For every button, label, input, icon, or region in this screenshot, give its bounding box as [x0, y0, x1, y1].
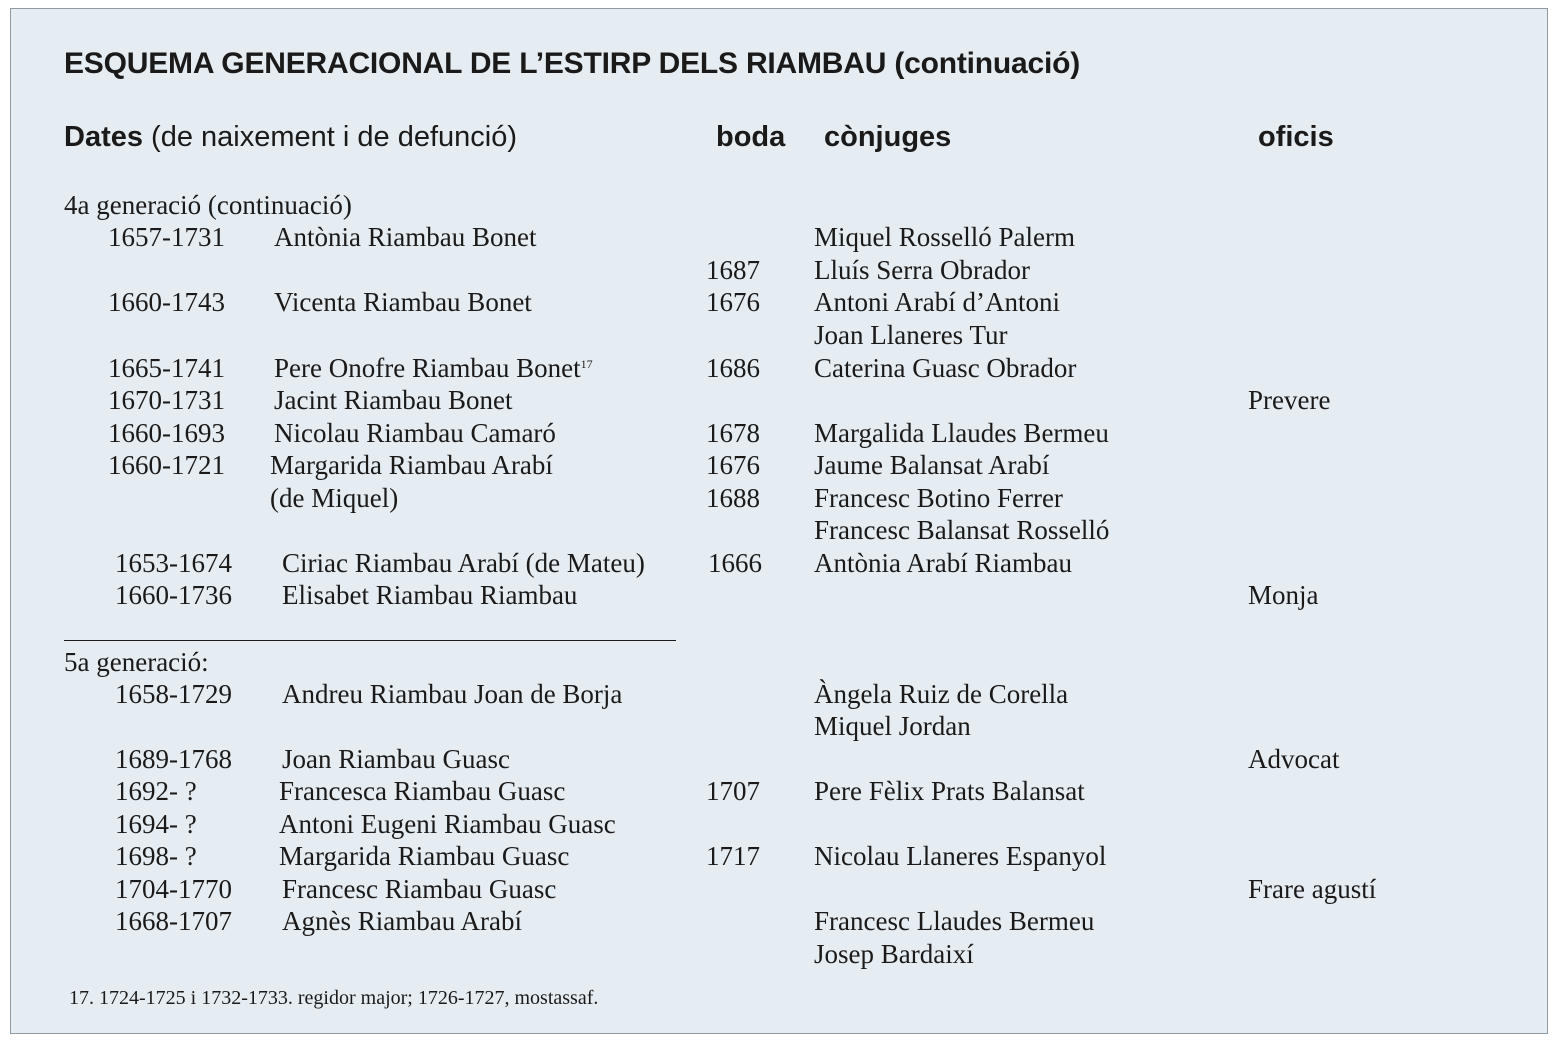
row-spouse: Miquel Rosselló Palerm [814, 222, 1075, 252]
row-name: Agnès Riambau Arabí [282, 906, 522, 936]
row-dates: 1698- ? [115, 841, 197, 871]
row-boda: 1717 [706, 841, 760, 871]
row-dates: 1657-1731 [108, 222, 225, 252]
row-ofici: Monja [1248, 580, 1319, 610]
row-spouse: Antoni Arabí d’Antoni [814, 287, 1060, 317]
row-spouse: Margalida Llaudes Bermeu [814, 418, 1109, 448]
row-dates: 1668-1707 [115, 906, 232, 936]
row-dates: 1670-1731 [108, 385, 225, 415]
row-dates: 1653-1674 [115, 548, 232, 578]
row-name: Vicenta Riambau Bonet [274, 287, 532, 317]
row-name: Nicolau Riambau Camaró [274, 418, 556, 448]
row-spouse: Josep Bardaixí [814, 939, 974, 969]
header-dates-bold: Dates [64, 121, 143, 153]
row-ofici: Advocat [1248, 744, 1340, 774]
section-divider [64, 640, 676, 641]
row-boda: 1707 [706, 776, 760, 806]
row-spouse: Àngela Ruiz de Corella [814, 679, 1069, 709]
row-dates: 1660-1736 [115, 580, 232, 610]
row-dates: 1665-1741 [108, 353, 225, 383]
row-boda: 1688 [706, 483, 760, 513]
row-spouse: Francesc Llaudes Bermeu [814, 906, 1095, 936]
row-dates: 1692- ? [115, 776, 197, 806]
row-spouse: Francesc Botino Ferrer [814, 483, 1063, 513]
footnote: 17. 1724-1725 i 1732-1733. regidor major; 1726-1727, mostassaf. [69, 987, 599, 1009]
row-dates: 1689-1768 [115, 744, 232, 774]
row-spouse: Pere Fèlix Prats Balansat [814, 776, 1085, 806]
genealogy-panel [10, 8, 1548, 1034]
row-boda: 1676 [706, 450, 760, 480]
footnote-ref: 17 [580, 357, 593, 371]
row-name: Francesca Riambau Guasc [279, 776, 566, 806]
row-name: Antònia Riambau Bonet [274, 222, 537, 252]
row-spouse: Miquel Jordan [814, 711, 971, 741]
row-spouse: Nicolau Llaneres Espanyol [814, 841, 1107, 871]
row-name: Ciriac Riambau Arabí (de Mateu) [282, 548, 645, 578]
row-name: Margarida Riambau Guasc [279, 841, 570, 871]
header-oficis: oficis [1258, 121, 1334, 153]
row-boda: 1678 [706, 418, 760, 448]
document-title: ESQUEMA GENERACIONAL DE L’ESTIRP DELS RIAMBAU (continuació) [64, 47, 1081, 80]
header-conjuges: cònjuges [824, 121, 952, 153]
header-dates-rest: (de naixement i de defunció) [143, 121, 517, 153]
row-dates: 1660-1743 [108, 287, 225, 317]
row-name: Francesc Riambau Guasc [282, 874, 557, 904]
row-ofici: Prevere [1248, 385, 1331, 415]
row-name-with-note [274, 352, 593, 384]
row-name: Pere Onofre Riambau Bonet [274, 353, 581, 383]
row-spouse: Jaume Balansat Arabí [814, 450, 1050, 480]
header-boda: boda [716, 121, 786, 153]
row-boda: 1676 [706, 287, 760, 317]
row-name: Andreu Riambau Joan de Borja [282, 679, 623, 709]
row-dates: 1694- ? [115, 809, 197, 839]
row-name: Antoni Eugeni Riambau Guasc [279, 809, 616, 839]
row-spouse: Caterina Guasc Obrador [814, 353, 1077, 383]
row-dates: 1660-1721 [108, 450, 225, 480]
row-dates: 1704-1770 [115, 874, 232, 904]
row-name: Margarida Riambau Arabí [270, 450, 553, 480]
row-ofici: Frare agustí [1248, 874, 1377, 904]
gen5-label: 5a generació: [64, 647, 209, 677]
row-boda: 1686 [706, 353, 760, 383]
row-name: Jacint Riambau Bonet [274, 385, 513, 415]
header-dates [64, 121, 517, 154]
row-name: Joan Riambau Guasc [282, 744, 510, 774]
gen4-label: 4a generació (continuació) [64, 190, 352, 220]
row-name: Elisabet Riambau Riambau [282, 580, 578, 610]
row-name: (de Miquel) [270, 483, 399, 513]
row-dates: 1660-1693 [108, 418, 225, 448]
row-boda: 1666 [708, 548, 762, 578]
row-spouse: Joan Llaneres Tur [814, 320, 1008, 350]
row-spouse: Lluís Serra Obrador [814, 255, 1030, 285]
row-dates: 1658-1729 [115, 679, 232, 709]
row-spouse: Francesc Balansat Rosselló [814, 515, 1110, 545]
row-boda: 1687 [706, 255, 760, 285]
row-spouse: Antònia Arabí Riambau [814, 548, 1072, 578]
